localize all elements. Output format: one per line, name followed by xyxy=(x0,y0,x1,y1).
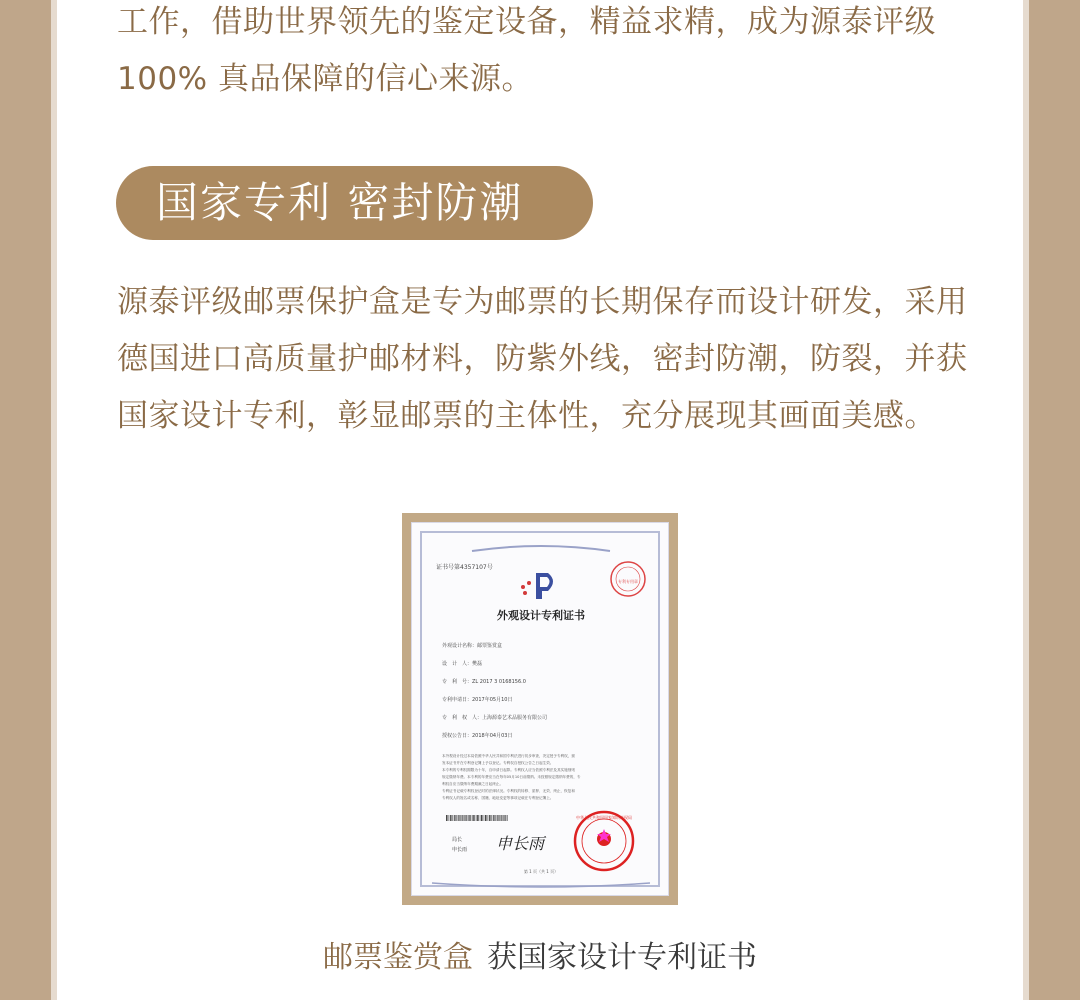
certificate-field: 专 利 号：ZL 2017 3 0168156.0 xyxy=(442,679,526,685)
certificate-number: 证书号第4357107号 xyxy=(436,564,493,571)
certificate-body-line: 利权自应当缴纳年费期满之日起终止。 xyxy=(442,782,504,786)
certificate-caption xyxy=(0,936,1080,980)
certificate-body-line: 规定缴纳年费。本专利的年费应当在每年05月10日前缴纳。未按照规定缴纳年费的，专 xyxy=(442,775,581,779)
certificate-body-line: 发本证书并在专利登记簿上予以登记。专利权自授权公告之日起生效。 xyxy=(442,761,554,765)
certificate-field: 外观设计名称：邮票鉴赏盒 xyxy=(442,643,503,649)
certificate-fields xyxy=(442,642,547,739)
director-label: 局长 xyxy=(452,837,463,843)
intro-paragraph: 工作，借助世界领先的鉴定设备，精益求精，成为源泰评级100% 真品保障的信心来源。 xyxy=(117,4,936,97)
seal-top-right-icon xyxy=(611,562,645,596)
certificate-body-line: 专利权人的姓名或名称、国籍、地址变更等事项记载在专利登记簿上。 xyxy=(442,796,554,800)
right-frame-edge xyxy=(1023,0,1029,1000)
certificate-footer: 第 1 页（共 1 页） xyxy=(523,869,559,874)
barcode-icon xyxy=(446,815,508,821)
certificate-title: 外观设计专利证书 xyxy=(497,609,585,622)
signature: 申长雨 xyxy=(496,834,545,853)
patent-office-emblem-icon xyxy=(521,573,553,599)
certificate-body xyxy=(442,753,581,800)
section-title: 国家专利 密封防潮 xyxy=(156,178,524,227)
caption-product: 邮票鉴赏盒 xyxy=(323,940,473,975)
certificate-content xyxy=(412,523,670,897)
certificate-body-line: 本外观设计经过本局依照中华人民共和国专利法进行初步审查，决定授予专利权，颁 xyxy=(442,754,575,758)
section-title-pill xyxy=(116,166,593,240)
stamp-text: 专利专用章 xyxy=(618,579,638,584)
certificate-field: 专利申请日：2017年05月10日 xyxy=(442,697,513,703)
patent-office-seal-icon xyxy=(575,812,633,870)
director-name: 申长雨 xyxy=(452,847,468,853)
certificate-body-line: 专利证书记载专利权登记时的法律状况。专利权的转移、质押、无效、终止、恢复和 xyxy=(442,789,575,793)
caption-description: 获国家设计专利证书 xyxy=(487,940,757,975)
certificate-field: 设 计 人：樊磊 xyxy=(442,661,483,667)
section-body: 源泰评级邮票保护盒是专为邮票的长期保存而设计研发，采用德国进口高质量护邮材料，防紫外线，密封防潮，防裂，并获国家设计专利，彰显邮票的主体性，充分展现其画面美感。 xyxy=(117,284,968,434)
patent-certificate xyxy=(411,522,669,896)
certificate-field: 授权公告日：2018年04月03日 xyxy=(442,733,513,739)
seal-text: 中华人民共和国国家知识产权局 xyxy=(576,815,632,820)
certificate-body-line: 本专利的专利权期限为十年，自申请日起算。专利权人应当依照专利法及其实施细则 xyxy=(442,768,575,772)
certificate-frame xyxy=(402,513,678,905)
certificate-field: 专 利 权 人：上海源泰艺术品服务有限公司 xyxy=(442,715,548,721)
